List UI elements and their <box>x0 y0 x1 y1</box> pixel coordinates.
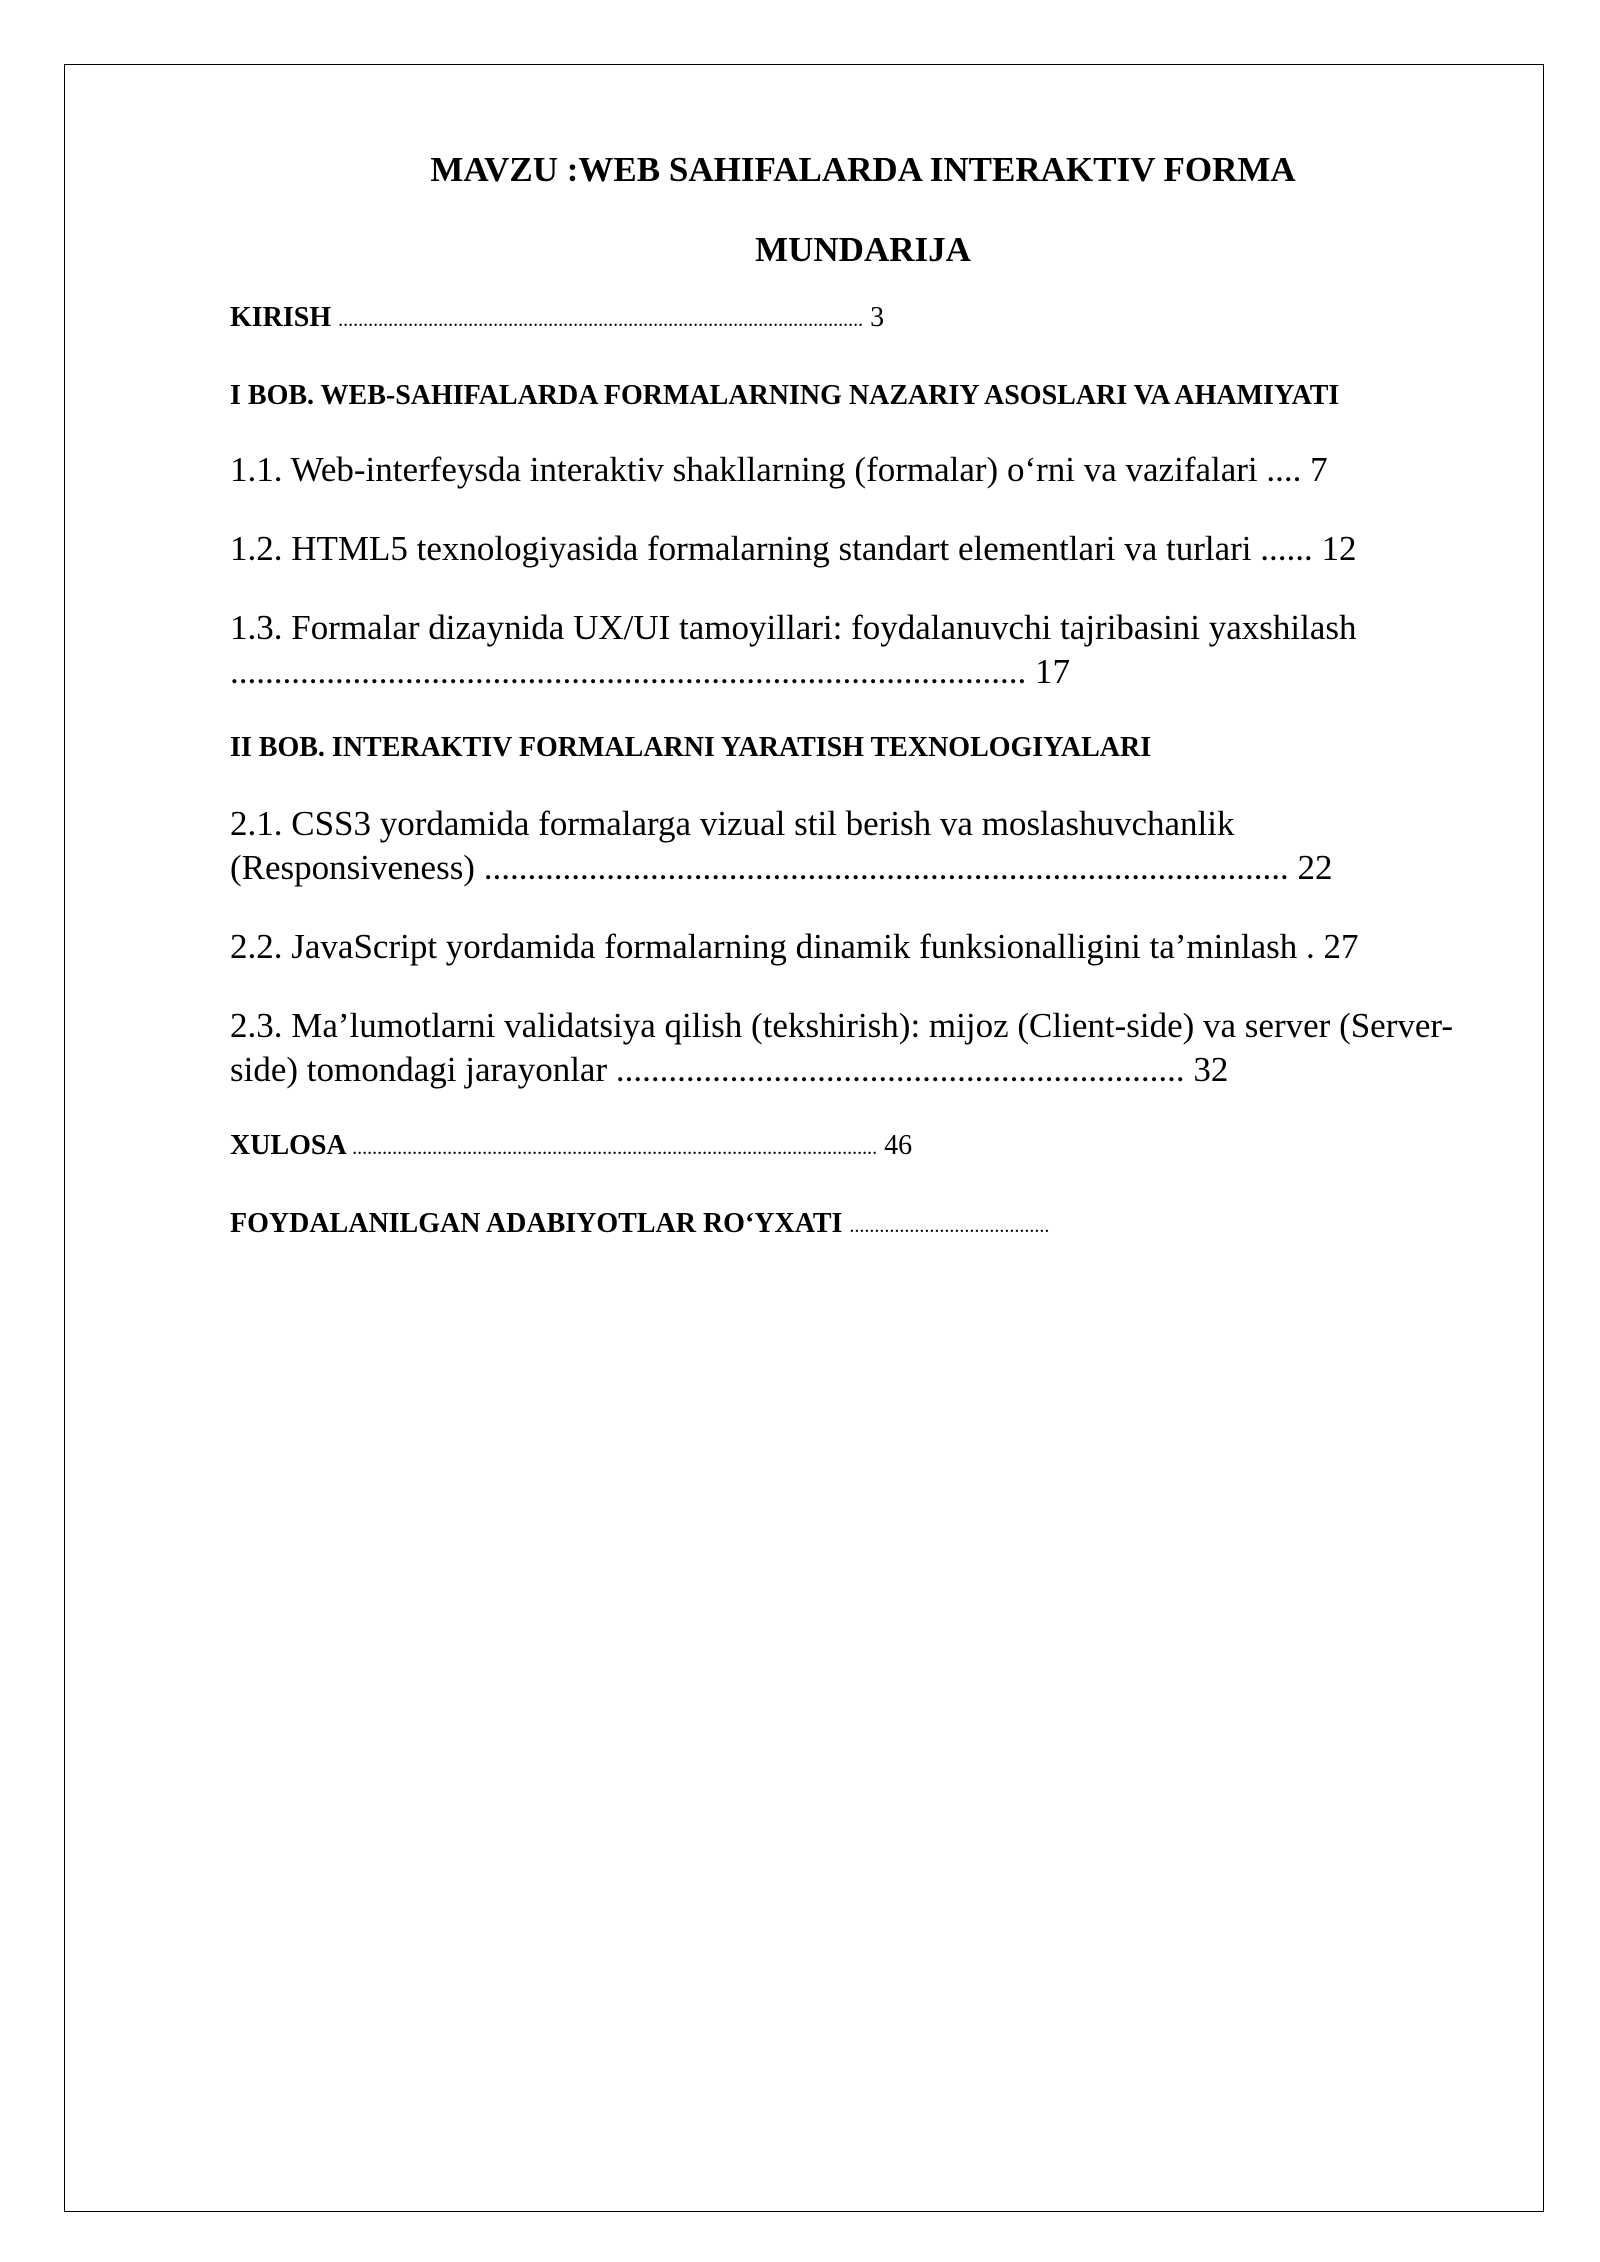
toc-entry-2-2[interactable] <box>230 925 1456 969</box>
toc-entry-1-3[interactable] <box>230 606 1456 694</box>
toc-entry-xulosa[interactable] <box>230 1128 1456 1166</box>
toc-page-number: 17 <box>1035 652 1070 691</box>
toc-entry-chapter-2[interactable] <box>230 730 1456 766</box>
toc-page-number: 27 <box>1323 927 1359 966</box>
toc-page-number: 3 <box>870 302 885 333</box>
toc-entry-text: 2.2. JavaScript yordamida formalarning dinamik funksionalligini ta’minlash . <box>230 927 1324 966</box>
toc-leader-dots: ........................................ <box>849 1215 1050 1237</box>
toc-page-number: 7 <box>1310 450 1328 489</box>
toc-heading: MUNDARIJA <box>755 230 971 269</box>
document-title: MAVZU :WEB SAHIFALARDA INTERAKTIV FORMA <box>430 150 1296 189</box>
toc-entry-label: KIRISH <box>230 302 332 333</box>
toc-entry-label: XULOSA <box>230 1130 346 1161</box>
toc-entry-label: I BOB. WEB-SAHIFALARDA FORMALARNING NAZARIY ASOSLARI VA AHAMIYATI <box>230 380 1340 411</box>
toc-entry-text: 2.3. Ma’lumotlarni validatsiya qilish (tekshirish): mijoz (Client-side) va server (Server-side) tomondagi jarayonlar ................................................................. <box>230 1006 1454 1089</box>
toc-entry-text: 1.1. Web-interfeysda interaktiv shakllarning (formalar) o‘rni va vazifalari .... <box>230 450 1311 489</box>
toc-entry-text: 1.3. Formalar dizaynida UX/UI tamoyillari: foydalanuvchi tajribasini yaxshilash ........................................................................................... <box>230 608 1357 691</box>
toc-entry-kirish[interactable] <box>230 300 1456 338</box>
toc-entry-1-1[interactable] <box>230 448 1456 492</box>
toc-entry-2-3[interactable] <box>230 1004 1456 1092</box>
toc-page-number: 46 <box>884 1130 913 1161</box>
toc-leader-dots: ......................................................................................................... <box>352 1137 878 1159</box>
toc-leader-dots: ......................................................................................................... <box>338 309 864 331</box>
document-page <box>230 150 1456 1244</box>
toc-entry-label: II BOB. INTERAKTIV FORMALARNI YARATISH TEXNOLOGIYALARI <box>230 732 1152 763</box>
toc-entry-adabiyotlar[interactable] <box>230 1206 1456 1244</box>
toc-page-number: 32 <box>1193 1050 1229 1089</box>
toc-entry-text: 2.1. CSS3 yordamida formalarga vizual stil berish va moslashuvchanlik (Responsiveness) ............................................................................................ <box>230 804 1298 887</box>
toc-page-number: 22 <box>1297 848 1333 887</box>
toc-entry-chapter-1[interactable] <box>230 378 1456 414</box>
toc-entry-2-1[interactable] <box>230 802 1456 890</box>
toc-entry-1-2[interactable] <box>230 527 1456 571</box>
toc-entry-text: 1.2. HTML5 texnologiyasida formalarning standart elementlari va turlari ...... <box>230 529 1322 568</box>
toc-page-number: 12 <box>1321 529 1357 568</box>
toc-entry-label: FOYDALANILGAN ADABIYOTLAR RO‘YXATI <box>230 1208 843 1239</box>
